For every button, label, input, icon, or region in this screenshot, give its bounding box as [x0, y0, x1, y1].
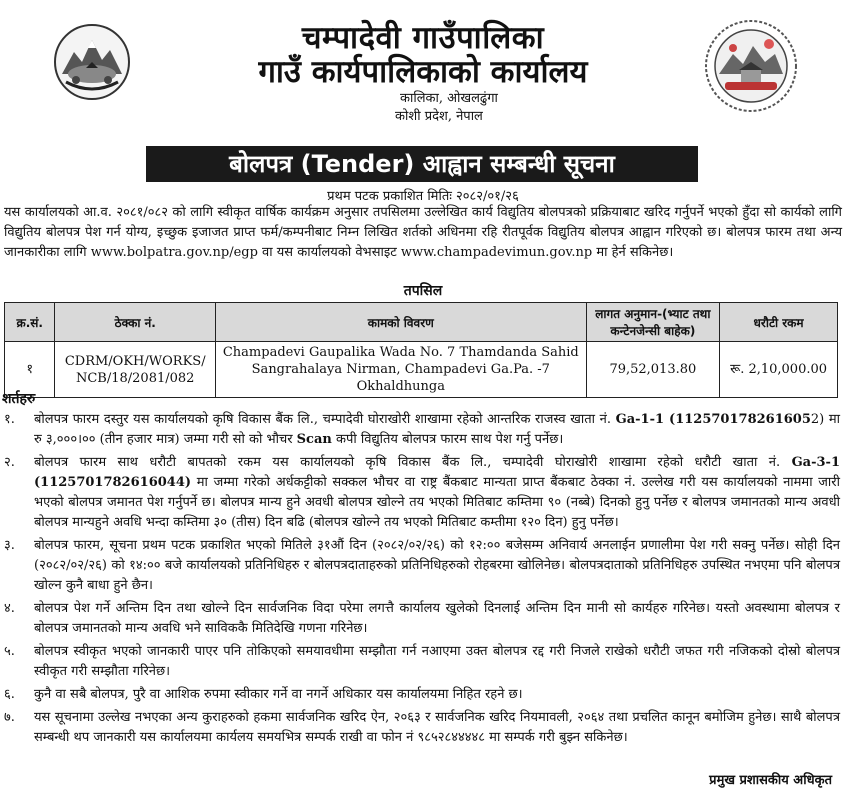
- address-line-2: कोशी प्रदेश, नेपाल: [395, 109, 483, 124]
- term-item: [4, 410, 840, 450]
- cell-sn: १: [5, 342, 55, 398]
- term-item: [4, 536, 840, 596]
- header-bid-bond: धरौटी रकम: [720, 303, 838, 342]
- term-number: ३.: [4, 538, 15, 553]
- header-estimate: लागत अनुमान-(भ्याट तथा कन्टेनजेन्सी बाहेक): [586, 303, 720, 342]
- term-item: [4, 685, 840, 705]
- term-number: ४.: [4, 601, 15, 616]
- term-text: बोलपत्र पेश गर्ने अन्तिम दिन तथा खोल्ने दिन सार्वजनिक विदा परेमा लगत्तै कार्यालय खुलेको दिनलाई अन्तिम दिन मानी सो कार्यहरु गरिनेछ। यस्तो अवस्थामा बोलपत्र र बोलपत्र जमानतको मान्य अवधि भने साविककै मितिदेखि गणना गरिनेछ।: [34, 601, 840, 636]
- term-item: [4, 453, 840, 533]
- table-title: तपसिल: [403, 283, 443, 299]
- term-text: बोलपत्र स्वीकृत भएको जानकारी पाएर पनि तोकिएको समयावधीमा सम्झौता गर्न नआएमा उक्त बोलपत्र रद्द गरी निजले राखेको धरौटी जफत गरी नजिकको दोस्रो बोलपत्र स्वीकृत गरी सम्झौता गरिनेछ।: [34, 644, 840, 679]
- cell-contract-no: CDRM/OKH/WORKS/ NCB/18/2081/082: [55, 342, 216, 398]
- term-number: ७.: [4, 710, 15, 725]
- term-text: बोलपत्र फारम दस्तुर यस कार्यालयको कृषि विकास बैंक लि., चम्पादेवी घोराखोरी शाखामा रहेको आन्तरिक राजस्व खाता नं.: [34, 412, 616, 427]
- address-line-1: कालिका, ओखलढुंगा: [400, 91, 498, 106]
- header-description: कामको विवरण: [216, 303, 587, 342]
- term-text: मा जम्मा गरेको अर्धकट्टीको सक्कल भौचर वा राष्ट्र बैंकबाट मान्यता प्राप्त बैंकबाट ठेक्का नं. उल्लेख गरी यस कार्यालयको नाममा जारी भएको बोलपत्र जमानत पेश गर्नुपर्ने छ। बोलपत्र मान्य हुने अवधी बोलपत्र खोल्ने तय भएको मितिबाट कम्तिमा ९० (नब्बे) दिनको हुनु पर्नेछ र बोलपत्र जमानतको मान्य अवधी बोलपत्र मान्यहुने अवधि भन्दा कम्तिमा ३० (तीस) दिन बढि (बोलपत्र खोल्ने तय भएको मितिबाट कम्तीमा १२० दिन) हुनु पर्नेछ।: [34, 475, 840, 530]
- term-text: कुनै वा सबै बोलपत्र, पुरै वा आशिक रुपमा स्वीकार गर्ने वा नगर्ने अधिकार यस कार्यालयमा निहित रहने छ।: [34, 687, 523, 702]
- term-text: 2) मा रु ३,०००।०० (तीन हजार मात्र) जम्मा गरी सो को भौचर: [34, 412, 840, 447]
- term-text: यस सूचनामा उल्लेख नभएका अन्य कुराहरुको हकमा सार्वजनिक खरिद ऐन, २०६३ र सार्वजनिक खरिद नियमावली, २०६४ तथा प्रचलित कानून बमोजिम हुनेछ। साथै बोलपत्र सम्बन्धी थप जानकारी यस कार्यालयमा कार्यलय समयभित्र सम्पर्क राखी वा फोन नं ९८५२८४४४४८ मा सम्पर्क गरी बुझ्न सकिनेछ।: [34, 710, 840, 745]
- signature-title: प्रमुख प्रशासकीय अधिकृत: [709, 773, 832, 788]
- published-date: प्रथम पटक प्रकाशित मितिः २०८२/०१/२६: [327, 189, 519, 204]
- term-item: [4, 642, 840, 682]
- municipality-name: चम्पादेवी गाउँपालिका: [301, 20, 545, 56]
- notice-title-banner: बोलपत्र (Tender) आह्वान सम्बन्धी सूचना: [146, 146, 698, 182]
- term-item: [4, 708, 840, 748]
- term-bold-account: Ga-1-1 (112570178261605: [615, 412, 811, 427]
- term-number: १.: [4, 412, 15, 427]
- term-bold-account: Ga-3-1 (1125701782616044): [34, 455, 840, 490]
- office-name: गाउँ कार्यपालिकाको कार्यालय: [258, 54, 588, 90]
- header-contract-no: ठेक्का नं.: [55, 303, 216, 342]
- term-text: बोलपत्र फारम, सूचना प्रथम पटक प्रकाशित भएको मितिले ३१औं दिन (२०८२/०२/२६) को १२:०० बजेसम्म अनिवार्य अनलाईन प्रणालीमा पेश गरी सक्नु पर्नेछ। सोही दिन (२०८२/०२/२६) को १४:०० बजे कार्यालयको प्रतिनिधिहरु र बोलपत्रदाताहरुको प्रतिनिधिहरुको रोहबरमा खोलिनेछ। बोलपत्रदाताको प्रतिनिधिहरु उपस्थित नभएमा पनि बोलपत्र खोल्न कुनै बाधा हुने छैन।: [34, 538, 840, 593]
- term-bold-scan: Scan: [296, 432, 332, 447]
- cell-bid-bond: रू. 2,10,000.00: [720, 342, 838, 398]
- term-number: ५.: [4, 644, 15, 659]
- table-row: [5, 342, 838, 398]
- tender-table: [4, 302, 838, 398]
- terms-list: [4, 410, 840, 751]
- table-header-row: [5, 303, 838, 342]
- term-text: बोलपत्र फारम साथ धरौटी बापतको रकम यस कार्यालयको कृषि विकास बैंक लि., चम्पादेवी घोराखोरी शाखामा रहेको धरौटी खाता नं.: [34, 455, 792, 470]
- term-number: ६.: [4, 687, 15, 702]
- term-item: [4, 599, 840, 639]
- term-text: कपी विद्युतिय बोलपत्र फारम साथ पेश गर्नु पर्नेछ।: [331, 432, 564, 447]
- intro-paragraph: यस कार्यालयको आ.व. २०८१/०८२ को लागि स्वीकृत वार्षिक कार्यक्रम अनुसार तपसिलमा उल्लेखित कार्य विद्युतिय बोलपत्रको प्रक्रियाबाट खरिद गर्नुपर्ने भएको हुँदा सो कार्यको लागि विद्युतिय बोलपत्र पेश गर्न योग्य, इच्छुक इजाजत प्राप्त फर्म/कम्पनीबाट निम्न लिखित शर्तको अधिनमा रहि रीतपूर्वक विद्युतिय बोलपत्र आह्वान गरिएको छ। बोलपत्र फारम तथा अन्य जानकारीका लागि www.bolpatra.gov.np/egp वा यस कार्यालयको वेभसाइट www.champadevimun.gov.np मा हेर्न सकिनेछ।: [4, 205, 842, 260]
- header-sn: क्र.सं.: [5, 303, 55, 342]
- terms-heading: शर्तहरु: [2, 391, 36, 407]
- cell-description: Champadevi Gaupalika Wada No. 7 Thamdanda Sahid Sangrahalaya Nirman, Champadevi Ga.Pa. -7 Okhaldhunga: [216, 342, 587, 398]
- term-number: २.: [4, 455, 15, 470]
- cell-estimate: 79,52,013.80: [586, 342, 720, 398]
